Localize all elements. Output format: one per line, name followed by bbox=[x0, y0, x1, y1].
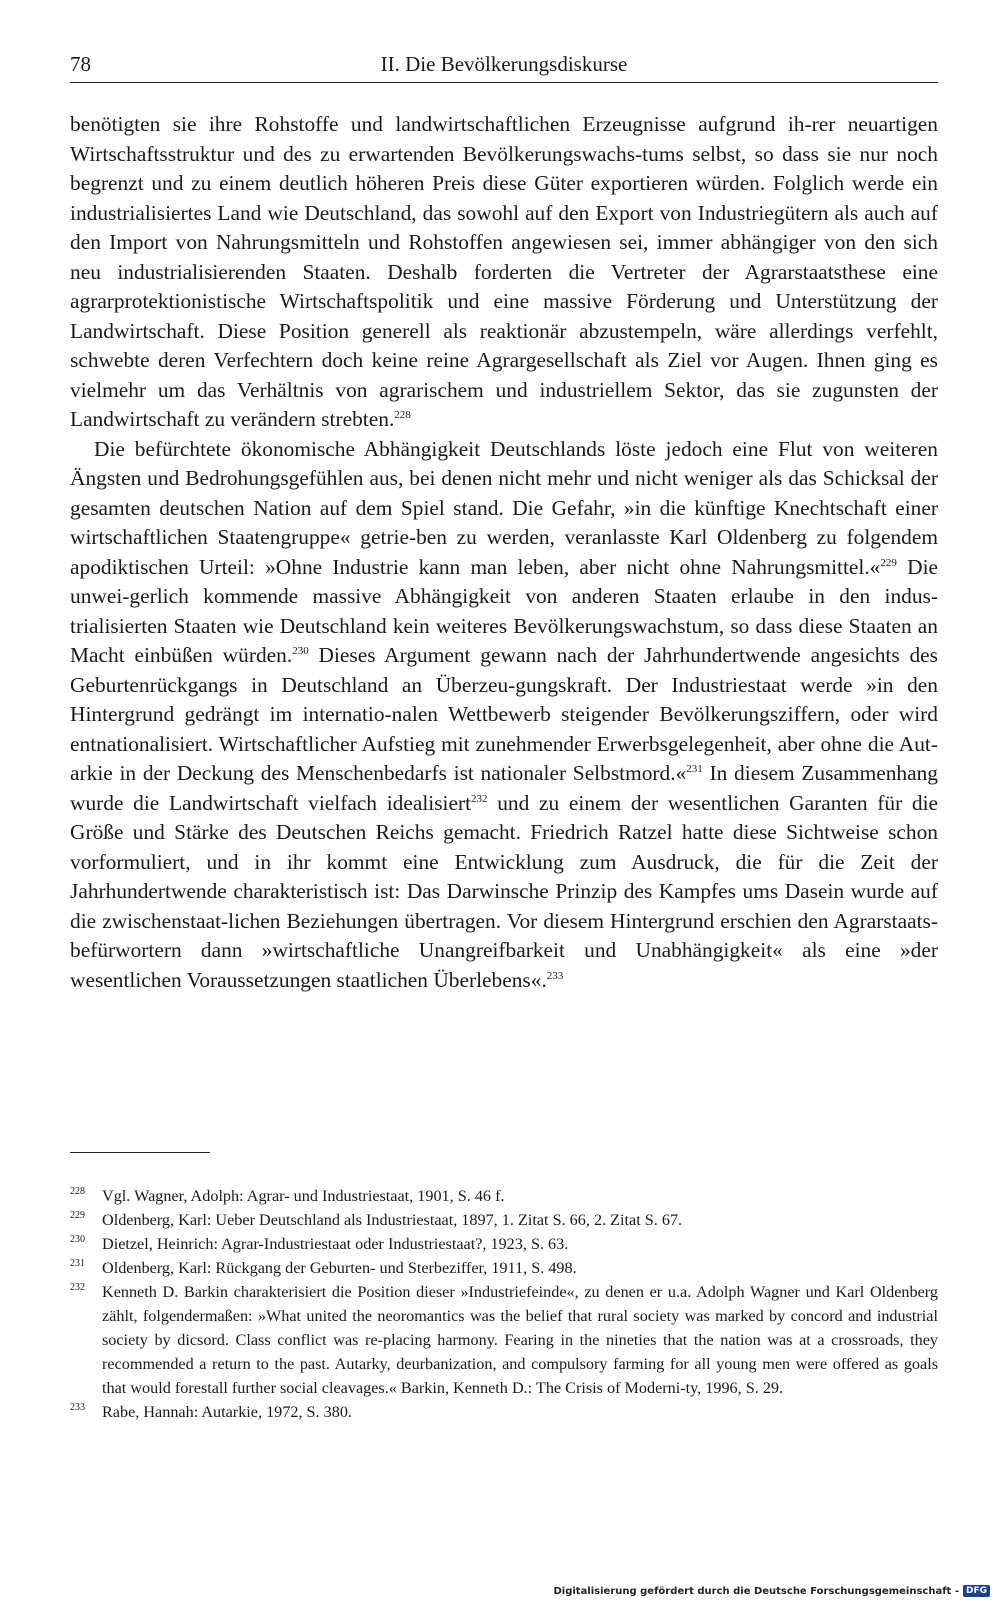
footnote-ref: 229 bbox=[880, 556, 897, 569]
footnote-text: Kenneth D. Barkin charakterisiert die Position dieser »Industriefeinde«, zu denen er u.a. Adolph Wagner und Karl Oldenberg zählt, folgendermaßen: »What united the neoromantics was the belief that rural society was marked by concord and industrial society by dicsord. Class conflict was re-placing harmony. Fearing in the nineties that the nation was at a crossroads, they recommended a return to the past. Autarky, deurbanization, and compulsory farming for all young men were offered as goals that would forestall further social cleavages.« Barkin, Kenneth D.: The Crisis of Moderni-ty, 1996, S. 29. bbox=[102, 1283, 938, 1397]
paragraph-text: Die unwei-gerlich kommende massive Abhängigkeit von anderen Staaten erlaube in den indus-trialisierten Staaten wie Deutschland kein weiteres Bevölkerungswachstum, so dass diese Staaten an Macht einbüßen würden. bbox=[70, 554, 939, 667]
footnote-divider bbox=[70, 1152, 210, 1153]
digitization-credit bbox=[553, 1585, 990, 1597]
footnote-number: 230 bbox=[70, 1234, 85, 1245]
footnote-number: 232 bbox=[70, 1282, 85, 1293]
footnote-ref: 232 bbox=[471, 792, 488, 805]
paragraph-text: und zu einem der wesentlichen Garanten für die Größe und Stärke des Deutschen Reichs gemacht. Friedrich Ratzel hatte diese Sichtweise schon vorformuliert, und in ihr kommt eine Entwicklung zum Ausdruck, die für die Zeit der Jahrhundertwende charakteristisch ist: Das Darwinsche Prinzip des Kampfes ums Dasein wurde auf die zwischenstaat-lichen Beziehungen übertragen. Vor diesem Hintergrund erschien den Agrarstaats-befürwortern dann »wirtschaftliche Unangreifbarkeit und Unabhängigkeit« als eine »der wesentlichen Voraussetzungen staatlichen Überlebens«. bbox=[70, 790, 939, 992]
paragraph-text: benötigten sie ihre Rohstoffe und landwirtschaftlichen Erzeugnisse aufgrund ih-rer neuartigen Wirtschaftsstruktur und des zu erwartenden Bevölkerungswachs-tums selbst, so dass sie nur noch begrenzt und zu einem deutlich höheren Preis diese Güter exportieren würden. Folglich werde ein industrialisiertes Land wie Deutschland, das sowohl auf den Export von Industriegütern als auch auf den Import von Nahrungsmitteln und Rohstoffen angewiesen sei, immer abhängiger von den sich neu industrialisierenden Staaten. Deshalb forderten die Vertreter der Agrarstaatsthese eine agrarprotektionistische Wirtschaftspolitik und eine massive Förderung und Unterstützung der Landwirtschaft. Diese Position generell als reaktionär abzustempeln, wäre allerdings verfehlt, schwebte deren Verfechtern doch keine reine Agrargesellschaft als Ziel vor Augen. Ihnen ging es vielmehr um das Verhältnis von agrarischem und industriellem Sektor, das sie zugunsten der Landwirtschaft zu verändern strebten. bbox=[70, 112, 938, 431]
footnote bbox=[70, 1256, 938, 1280]
footnote-ref: 230 bbox=[292, 644, 309, 657]
footnote-text: Oldenberg, Karl: Rückgang der Geburten- und Sterbeziffer, 1911, S. 498. bbox=[102, 1259, 577, 1277]
footnote-number: 231 bbox=[70, 1258, 85, 1269]
footnote-ref: 233 bbox=[546, 969, 564, 982]
footnote-number: 233 bbox=[70, 1402, 85, 1413]
dfg-logo: DFG bbox=[963, 1585, 990, 1597]
footnote-text: Oldenberg, Karl: Ueber Deutschland als Industriestaat, 1897, 1. Zitat S. 66, 2. Zitat S. 67. bbox=[102, 1211, 683, 1229]
running-title: II. Die Bevölkerungsdiskurse bbox=[380, 52, 628, 76]
footnote-text: Rabe, Hannah: Autarkie, 1972, S. 380. bbox=[102, 1403, 352, 1421]
footnote-text: Dietzel, Heinrich: Agrar-Industriestaat oder Industriestaat?, 1923, S. 63. bbox=[102, 1235, 569, 1253]
footnote bbox=[70, 1280, 938, 1400]
footnote-number: 228 bbox=[70, 1186, 85, 1197]
body-text bbox=[70, 110, 938, 995]
footnote-number: 229 bbox=[70, 1210, 85, 1221]
footnote-ref: 228 bbox=[394, 408, 411, 421]
credit-text: Digitalisierung gefördert durch die Deutsche Forschungsgemeinschaft - bbox=[553, 1585, 959, 1597]
footnote-ref: 231 bbox=[686, 762, 703, 775]
footnote bbox=[70, 1184, 938, 1208]
paragraph-text: In diesem Zusammenhang wurde die Landwirtschaft vielfach idealisiert bbox=[70, 761, 938, 815]
footnote bbox=[70, 1208, 938, 1232]
page-header bbox=[70, 50, 938, 83]
footnotes bbox=[70, 1184, 938, 1424]
footnote-text: Vgl. Wagner, Adolph: Agrar- und Industriestaat, 1901, S. 46 f. bbox=[102, 1187, 505, 1205]
paragraph-2 bbox=[70, 435, 938, 996]
footnote bbox=[70, 1400, 938, 1424]
paragraph-text: Dieses Argument gewann nach der Jahrhundertwende angesichts des Geburtenrückgangs in Deutschland an Überzeu-gungskraft. Der Industriestaat werde »in den Hintergrund gedrängt im internatio-nalen Wettbewerb steigender Bevölkerungsziffern, oder wird entnationalisiert. Wirtschaftlicher Aufstieg mit zunehmender Erwerbsgelegenheit, aber ohne die Aut-arkie in der Deckung des Menschenbedarfs ist nationaler Selbstmord.« bbox=[70, 643, 938, 785]
paragraph-text: Die befürchtete ökonomische Abhängigkeit Deutschlands löste jedoch eine Flut von weiteren Ängsten und Bedrohungsgefühlen aus, bei denen nicht mehr und nicht weniger als das Schicksal der gesamten deutschen Nation auf dem Spiel stand. Die Gefahr, »in die künftige Knechtschaft einer wirtschaftlichen Staatengruppe« getrie-ben zu werden, veranlasste Karl Oldenberg zu folgendem apodiktischen Urteil: »Ohne Industrie kann man leben, aber nicht ohne Nahrungsmittel.« bbox=[70, 436, 938, 579]
page-number: 78 bbox=[70, 52, 91, 76]
paragraph-1 bbox=[70, 110, 938, 435]
footnote bbox=[70, 1232, 938, 1256]
